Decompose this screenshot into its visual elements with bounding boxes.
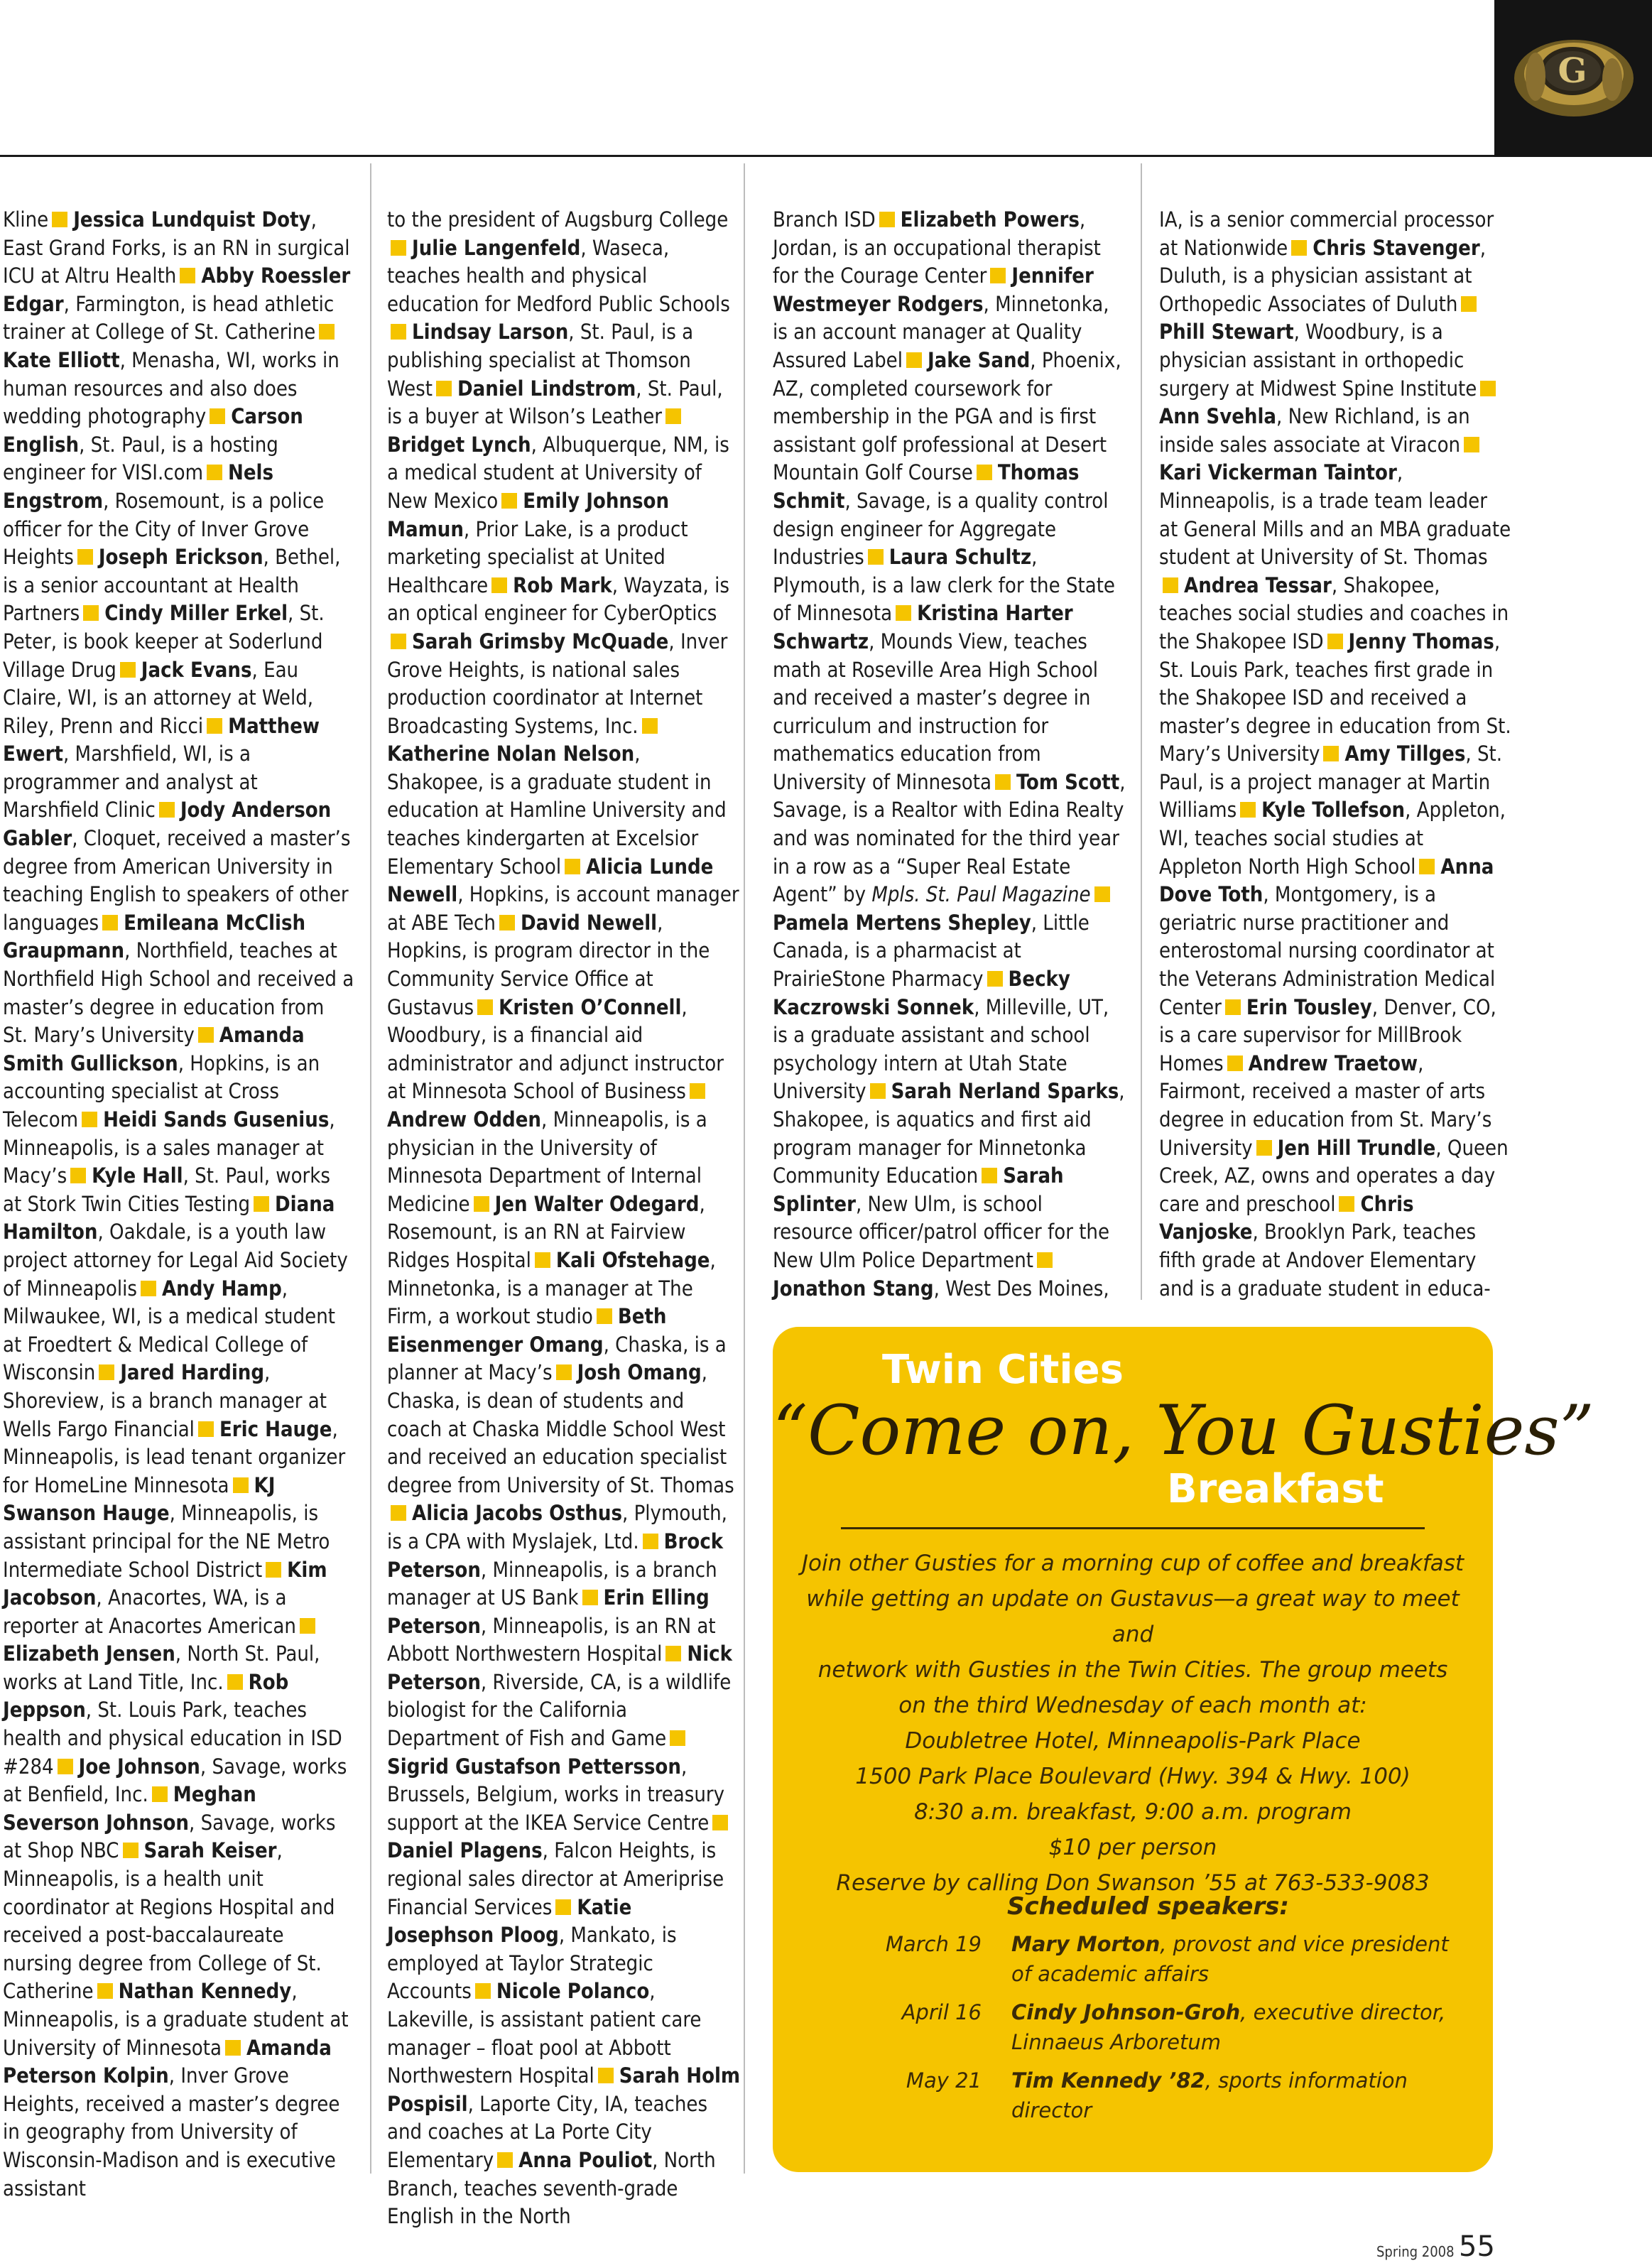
alumni-note-text: , Shakopee, is aquatics and first aid program manager for Minnetonka Community Education	[773, 1079, 1125, 1188]
yellow-square-bullet-icon	[1037, 1252, 1053, 1268]
alumni-name: Jennifer Westmeyer Rodgers	[773, 264, 1094, 316]
alumni-note-text: , Wayzata, is an optical engineer for CyberOptics	[387, 573, 729, 626]
alumni-note-text: , Woodbury, is a physician assistant in orthopedic surgery at Midwest Spine Institute	[1159, 320, 1477, 401]
yellow-square-bullet-icon	[210, 408, 225, 424]
alumni-name: Tom Scott	[1016, 769, 1120, 794]
column-divider	[370, 163, 371, 2174]
yellow-square-bullet-icon	[475, 1983, 491, 1999]
speaker-role-line2: of academic affairs	[1011, 1962, 1209, 1986]
yellow-square-bullet-icon	[555, 1899, 571, 1915]
alumni-note-text: , Chaska, is dean of students and coach at Chaska Middle School West and received an education specialist degree from University of St. Thomas	[387, 1360, 734, 1497]
alumni-name: Andy Hamp	[161, 1276, 282, 1301]
yellow-square-bullet-icon	[474, 1196, 489, 1212]
event-line: Doubletree Hotel, Minneapolis-Park Place	[905, 1728, 1361, 1754]
yellow-square-bullet-icon	[582, 1590, 598, 1605]
event-line: $10 per person	[1048, 1835, 1217, 1860]
event-title-script: “Come on, You Gusties”	[773, 1391, 1594, 1470]
alumni-note-text: , Prior Lake, is a product marketing specialist at United Healthcare	[387, 516, 688, 597]
alumni-note-text: , St. Paul, works at Stork Twin Cities Testing	[3, 1163, 330, 1216]
alumni-name: Cindy Miller Erkel	[104, 601, 288, 626]
speaker-role: , sports information director	[1011, 2068, 1408, 2122]
alumni-name: Brock Peterson	[387, 1529, 724, 1582]
alumni-note-text: , Minneapolis, is a graduate student at University of Minnesota	[3, 1979, 349, 2060]
alumni-note-text: , Denver, CO, is a care supervisor for MillBrook Homes	[1159, 994, 1496, 1075]
yellow-square-bullet-icon	[120, 662, 136, 678]
class-ring-icon	[1494, 0, 1652, 157]
yellow-square-bullet-icon	[436, 381, 452, 396]
alumni-name: Jake Sand	[927, 347, 1031, 372]
event-line: on the third Wednesday of each month at:	[898, 1693, 1367, 1718]
yellow-square-bullet-icon	[499, 915, 515, 930]
event-divider	[841, 1527, 1425, 1529]
event-line: 1500 Park Place Boulevard (Hwy. 394 & Hwy. 100)	[855, 1764, 1411, 1789]
event-line: Reserve by calling Don Swanson ’55 at 763-533-9083	[836, 1870, 1430, 1896]
yellow-square-bullet-icon	[906, 352, 922, 368]
alumni-note-text: IA, is a senior commercial processor at Nationwide	[1159, 207, 1494, 260]
alumni-note-text: , Shakopee, is a graduate student in education at Hamline University and teaches kindergarten at Excelsior Elementary School	[387, 742, 727, 879]
speaker-name: Mary Morton	[1011, 1932, 1161, 1956]
alumni-note-text: , Savage, is a quality control design engineer for Aggregate Industries	[773, 488, 1109, 570]
alumni-note-text: to the president of Augsburg College	[387, 207, 729, 232]
yellow-square-bullet-icon	[123, 1843, 138, 1858]
yellow-square-bullet-icon	[556, 1364, 572, 1380]
alumni-note-text: , Fairmont, received a master of arts degree in education from St. Mary’s University	[1159, 1051, 1492, 1160]
yellow-square-bullet-icon	[870, 1083, 886, 1099]
alumni-note-text: , Brussels, Belgium, works in treasury support at the IKEA Service Centre	[387, 1754, 725, 1835]
column-1	[3, 206, 354, 2203]
alumni-name: Kyle Hall	[92, 1163, 183, 1188]
yellow-square-bullet-icon	[690, 1083, 705, 1099]
yellow-square-bullet-icon	[254, 1196, 269, 1212]
alumni-name: Katie Josephson Ploog	[387, 1894, 632, 1948]
yellow-square-bullet-icon	[597, 1308, 612, 1324]
alumni-name: Alicia Lunde Newell	[387, 854, 714, 907]
yellow-square-bullet-icon	[977, 465, 992, 480]
alumni-note-text: , Northfield, teaches at Northfield High School and received a master’s degree in education from St. Mary’s University	[3, 938, 354, 1048]
alumni-note-text: , Riverside, CA, is a wildlife biologist for the California Department of Fish and Game	[387, 1669, 732, 1751]
alumni-name: Amanda Peterson Kolpin	[3, 2035, 332, 2088]
alumni-name: Jen Hill Trundle	[1277, 1135, 1436, 1160]
alumni-note-text: , Queen Creek, AZ, owns and operates a day care and preschool	[1159, 1135, 1509, 1216]
yellow-square-bullet-icon	[207, 465, 222, 480]
alumni-name: Anna Dove Toth	[1159, 854, 1494, 907]
alumni-name: Kristen O’Connell	[499, 994, 682, 1019]
issue-label: Spring 2008	[1376, 2243, 1455, 2260]
alumni-name: Andrew Traetow	[1248, 1051, 1418, 1075]
alumni-name: Amy Tillges	[1344, 742, 1466, 766]
alumni-name: Rob Jeppson	[3, 1669, 289, 1722]
alumni-name: Sigrid Gustafson Pettersson	[387, 1754, 681, 1779]
speaker-role: , provost and vice president	[1160, 1932, 1449, 1956]
column-divider	[744, 163, 745, 2174]
yellow-square-bullet-icon	[1256, 1140, 1272, 1156]
alumni-name: Andrea Tessar	[1184, 573, 1332, 597]
yellow-square-bullet-icon	[501, 493, 517, 509]
yellow-square-bullet-icon	[896, 605, 911, 621]
alumni-note-text: Branch ISD	[773, 207, 876, 232]
alumni-note-text: , Savage, works at Shop NBC	[3, 1810, 336, 1863]
alumni-note-text: , Appleton, WI, teaches social studies at Appleton North High School	[1159, 798, 1506, 879]
alumni-note-text: , St. Peter, is book keeper at Soderlund Village Drug	[3, 601, 325, 682]
publication-title: Mpls. St. Paul Magazine	[871, 882, 1091, 907]
alumni-note-text: , Bethel, is a senior accountant at Health Partners	[3, 545, 341, 626]
alumni-name: Kali Ofstehage	[555, 1247, 710, 1272]
alumni-note-text: , West Des Moines,	[933, 1276, 1109, 1301]
alumni-note-text: , Mankato, is employed at Taylor Strategic Accounts	[387, 1923, 677, 2004]
speaker-name: Tim Kennedy ’82	[1011, 2068, 1205, 2093]
alumni-name: Thomas Schmit	[773, 460, 1080, 513]
yellow-square-bullet-icon	[77, 549, 93, 565]
alumni-note-text: , St. Louis Park, teaches first grade in the Shakopee ISD and received a master’s degree in education from St. Mary’s University	[1159, 629, 1511, 766]
alumni-note-text: , Mounds View, teaches math at Roseville Area High School and received a master’s degree in curriculum and instruction for mathematics education from University of Minnesota	[773, 629, 1099, 794]
yellow-square-bullet-icon	[159, 802, 175, 818]
speaker-role: , executive director,	[1240, 2000, 1446, 2024]
yellow-square-bullet-icon	[995, 774, 1011, 790]
speaker-date: March 19	[885, 1932, 982, 1956]
header-rule	[0, 155, 1494, 157]
alumni-name: Elizabeth Powers	[900, 207, 1080, 232]
alumni-name: Kyle Tollefson	[1261, 798, 1406, 823]
yellow-square-bullet-icon	[535, 1252, 550, 1268]
alumni-note-text: , Laporte City, IA, teaches and coaches at La Porte City Elementary	[387, 2091, 708, 2172]
alumni-name: Nicole Polanco	[496, 1979, 650, 2004]
alumni-note-text: , Oakdale, is a youth law project attorney for Legal Aid Society of Minneapolis	[3, 1220, 348, 1301]
alumni-note-text: , St. Louis Park, teaches health and physical education in ISD #284	[3, 1698, 342, 1779]
alumni-name: Jack Evans	[141, 657, 252, 682]
alumni-name: Ann Svehla	[1159, 404, 1277, 429]
yellow-square-bullet-icon	[598, 2068, 614, 2083]
alumni-name: Kim Jacobson	[3, 1557, 327, 1610]
alumni-note-text: , Minneapolis, is assistant principal for the NE Metro Intermediate School District	[3, 1501, 330, 1582]
speaker-date: May 21	[906, 2068, 982, 2093]
alumni-name: Jessica Lundquist Doty	[73, 207, 311, 232]
event-line: 8:30 a.m. breakfast, 9:00 a.m. program	[914, 1799, 1352, 1825]
yellow-square-bullet-icon	[391, 324, 406, 340]
alumni-note-text: , Rosemount, is a police officer for the City of Inver Grove Heights	[3, 488, 325, 570]
alumni-note-text: , Hopkins, is program director in the Community Service Office at Gustavus	[387, 910, 710, 1019]
alumni-note-text: , Little Canada, is a pharmacist at PrairieStone Pharmacy	[773, 910, 1089, 992]
alumni-note-text: , Plymouth, is a CPA with Myslajek, Ltd.	[387, 1501, 727, 1553]
alumni-note-text: , St. Paul, is a project manager at Martin Williams	[1159, 742, 1503, 823]
yellow-square-bullet-icon	[227, 1674, 243, 1690]
alumni-name: Bridget Lynch	[387, 432, 531, 457]
alumni-name: Elizabeth Jensen	[3, 1642, 175, 1666]
alumni-name: Matthew Ewert	[3, 713, 320, 766]
yellow-square-bullet-icon	[198, 1421, 214, 1437]
alumni-name: Kate Elliott	[3, 347, 120, 372]
alumni-note-text: , Cloquet, received a master’s degree from American University in teaching English to speakers of other languages	[3, 826, 351, 935]
yellow-square-bullet-icon	[643, 1534, 658, 1549]
alumni-note-text: , Hopkins, is an accounting specialist at Cross Telecom	[3, 1051, 320, 1132]
yellow-square-bullet-icon	[1464, 437, 1479, 452]
ring-letter: G	[1558, 51, 1587, 91]
yellow-square-bullet-icon	[198, 1027, 214, 1043]
alumni-note-text: , Minneapolis, is a physician in the University of Minnesota Department of Internal Medicine	[387, 1107, 707, 1216]
alumni-name: Jen Walter Odegard	[494, 1191, 700, 1216]
alumni-name: Erin Elling Peterson	[387, 1585, 710, 1638]
alumni-note-text: , Phoenix, AZ, completed coursework for membership in the PGA and is first assistant golf professional at Desert Mountain Golf Course	[773, 347, 1121, 485]
alumni-name: KJ Swanson Hauge	[3, 1472, 276, 1526]
alumni-note-text: , Falcon Heights, is regional sales director at Ameriprise Financial Services	[387, 1838, 724, 1919]
alumni-note-text: , Shakopee, teaches social studies and coaches in the Shakopee ISD	[1159, 573, 1509, 653]
yellow-square-bullet-icon	[152, 1786, 168, 1802]
alumni-name: Laura Schultz	[889, 545, 1032, 570]
alumni-name: Anna Pouliot	[518, 2147, 653, 2172]
alumni-note-text: , Minneapolis, is an RN at Abbott Northwestern Hospital	[387, 1613, 716, 1666]
yellow-square-bullet-icon	[52, 212, 67, 227]
yellow-square-bullet-icon	[82, 1112, 97, 1127]
yellow-square-bullet-icon	[1240, 802, 1256, 818]
yellow-square-bullet-icon	[477, 999, 493, 1015]
alumni-note-text: , Minneapolis, is a health unit coordinator at Regions Hospital and received a post-baccalaureate nursing degree from College of St. Catherine	[3, 1838, 335, 2004]
alumni-note-text: , Woodbury, is a financial aid administrator and adjunct instructor at Minnesota School of Business	[387, 994, 724, 1104]
yellow-square-bullet-icon	[1323, 746, 1339, 761]
yellow-square-bullet-icon	[1163, 577, 1178, 593]
alumni-name: Chris Vanjoske	[1159, 1191, 1414, 1244]
yellow-square-bullet-icon	[712, 1815, 728, 1830]
alumni-note-text: , Duluth, is a physician assistant at Orthopedic Associates of Duluth	[1159, 235, 1487, 316]
alumni-note-text: , Minneapolis, is a trade team leader at General Mills and an MBA graduate student at University of St. Thomas	[1159, 460, 1511, 570]
alumni-note-text: , St. Paul, is a hosting engineer for VISI.com	[3, 432, 278, 485]
alumni-note-text: , Minnetonka, is an account manager at Quality Assured Label	[773, 291, 1109, 372]
alumni-note-text: , Anacortes, WA, is a reporter at Anacortes American	[3, 1585, 296, 1638]
yellow-square-bullet-icon	[319, 324, 335, 340]
event-title-top: Twin Cities	[882, 1347, 1124, 1393]
alumni-note-text: , Marshfield, WI, is a programmer and analyst at Marshfield Clinic	[3, 742, 258, 823]
yellow-square-bullet-icon	[1227, 1056, 1243, 1071]
alumni-note-text: , Minneapolis, is lead tenant organizer for HomeLine Minnesota	[3, 1416, 346, 1497]
alumni-note-text: , Jordan, is an occupational therapist for the Courage Center	[773, 207, 1101, 288]
alumni-name: Eric Hauge	[219, 1416, 332, 1441]
alumni-name: Alicia Jacobs Osthus	[412, 1501, 622, 1526]
yellow-square-bullet-icon	[1327, 634, 1343, 649]
alumni-name: Andrew Odden	[387, 1107, 542, 1132]
column-3	[773, 206, 1126, 1303]
alumni-name: Emily Johnson Mamun	[387, 488, 670, 541]
yellow-square-bullet-icon	[97, 1983, 113, 1999]
alumni-name: Amanda Smith Gullickson	[3, 1023, 305, 1075]
alumni-note-text: , Inver Grove Heights, is national sales production coordinator at Internet Broadcasting Systems, Inc.	[387, 629, 728, 738]
alumni-name: Sarah Splinter	[773, 1163, 1064, 1216]
speakers-heading: Scheduled speakers:	[1007, 1892, 1289, 1921]
event-line: while getting an update on Gustavus—a great way to meet and	[806, 1586, 1460, 1647]
alumni-note-text: , Lakeville, is assistant patient care manager – float pool at Abbott Northwestern Hospital	[387, 1979, 702, 2088]
alumni-name: Beth Eisenmenger Omang	[387, 1304, 667, 1357]
alumni-note-text: , St. Paul, is a publishing specialist at Thomson West	[387, 320, 694, 401]
event-line: network with Gusties in the Twin Cities. The group meets	[817, 1657, 1448, 1683]
alumni-note-text: , Rosemount, is an RN at Fairview Ridges Hospital	[387, 1191, 705, 1272]
alumni-note-text: , Minneapolis, is a branch manager at US Bank	[387, 1557, 717, 1610]
class-ring-image	[1494, 0, 1652, 157]
alumni-name: Jenny Thomas	[1348, 629, 1494, 653]
yellow-square-bullet-icon	[391, 240, 406, 256]
yellow-square-bullet-icon	[102, 915, 118, 930]
alumni-name: Sarah Grimsby McQuade	[412, 629, 669, 653]
alumni-note-text: , Savage, is a Realtor with Edina Realty and was nominated for the third year in a row as a “Super Real Estate Agent” by	[773, 769, 1126, 907]
alumni-note-text: , Hopkins, is account manager at ABE Tech	[387, 882, 739, 935]
yellow-square-bullet-icon	[665, 1646, 681, 1661]
alumni-name: Pamela Mertens Shepley	[773, 910, 1031, 935]
yellow-square-bullet-icon	[99, 1364, 114, 1380]
alumni-note-text: , Minnetonka, is a manager at The Firm, a workout studio	[387, 1247, 716, 1329]
yellow-square-bullet-icon	[642, 718, 658, 734]
alumni-name: Diana Hamilton	[3, 1191, 335, 1244]
yellow-square-bullet-icon	[233, 1477, 249, 1493]
yellow-square-bullet-icon	[1461, 296, 1477, 312]
alumni-note-text: , Menasha, WI, works in human resources and also does wedding photography	[3, 347, 339, 429]
alumni-note-text: , Albuquerque, NM, is a medical student at University of New Mexico	[387, 432, 729, 513]
alumni-name: Joseph Erickson	[98, 545, 263, 570]
yellow-square-bullet-icon	[868, 549, 884, 565]
speaker-date: April 16	[901, 2000, 982, 2024]
yellow-square-bullet-icon	[990, 268, 1006, 283]
alumni-name: Jared Harding	[120, 1360, 265, 1385]
yellow-square-bullet-icon	[665, 408, 681, 424]
yellow-square-bullet-icon	[83, 605, 99, 621]
alumni-name: Josh Omang	[577, 1360, 702, 1385]
speaker-name: Cindy Johnson-Groh	[1011, 2000, 1241, 2024]
yellow-square-bullet-icon	[225, 2040, 241, 2056]
alumni-name: Kari Vickerman Taintor	[1159, 460, 1397, 485]
alumni-note-text: , Savage, works at Benfield, Inc.	[3, 1754, 347, 1807]
alumni-name: Daniel Plagens	[387, 1838, 543, 1863]
alumni-note-text: , Milleville, UT, is a graduate assistant and school psychology intern at Utah State University	[773, 994, 1109, 1104]
alumni-name: Nathan Kennedy	[118, 1979, 292, 2004]
yellow-square-bullet-icon	[207, 718, 222, 734]
yellow-square-bullet-icon	[266, 1562, 281, 1578]
event-line: Join other Gusties for a morning cup of coffee and breakfast	[801, 1551, 1464, 1576]
alumni-note-text: , New Richland, is an inside sales associate at Viracon	[1159, 404, 1470, 457]
yellow-square-bullet-icon	[491, 577, 507, 593]
yellow-square-bullet-icon	[300, 1618, 315, 1634]
alumni-note-text: Kline	[3, 207, 49, 232]
speaker-role-line2: Linnaeus Arboretum	[1011, 2030, 1221, 2054]
alumni-name: Becky Kaczrowski Sonnek	[773, 967, 1070, 1019]
alumni-name: Erin Tousley	[1246, 994, 1372, 1019]
yellow-square-bullet-icon	[1094, 886, 1110, 902]
alumni-note-text: , Minneapolis, is a sales manager at Macy’s	[3, 1107, 335, 1188]
yellow-square-bullet-icon	[1339, 1196, 1354, 1212]
event-description	[794, 1546, 1472, 1901]
alumni-name: Julie Langenfeld	[412, 235, 581, 260]
alumni-name: Jonathon Stang	[773, 1276, 934, 1301]
alumni-note-text: , Milwaukee, WI, is a medical student at Froedtert & Medical College of Wisconsin	[3, 1276, 335, 1385]
alumni-name: Carson English	[3, 404, 303, 457]
alumni-name: Daniel Lindstrom	[457, 376, 636, 401]
alumni-name: Nick Peterson	[387, 1642, 732, 1694]
alumni-note-text: , Waseca, teaches health and physical education for Medford Public Schools	[387, 235, 730, 316]
yellow-square-bullet-icon	[982, 1168, 997, 1183]
yellow-square-bullet-icon	[70, 1168, 86, 1183]
alumni-name: Lindsay Larson	[412, 320, 569, 344]
alumni-note-text: , North St. Paul, works at Land Title, Inc.	[3, 1642, 320, 1694]
page-number: 55	[1459, 2230, 1495, 2263]
alumni-note-text: , Montgomery, is a geriatric nurse practitioner and enterostomal nursing coordinator at the Veterans Administration Medical Center	[1159, 882, 1496, 1019]
alumni-name: Joe Johnson	[78, 1754, 200, 1779]
event-title-bottom: Breakfast	[1167, 1466, 1384, 1512]
yellow-square-bullet-icon	[565, 859, 580, 874]
column-4	[1159, 206, 1511, 1303]
alumni-name: Jody Anderson Gabler	[3, 798, 332, 851]
alumni-name: Nels Engstrom	[3, 460, 274, 513]
yellow-square-bullet-icon	[879, 212, 895, 227]
alumni-note-text: , Chaska, is a planner at Macy’s	[387, 1332, 727, 1385]
yellow-square-bullet-icon	[1480, 381, 1496, 396]
yellow-square-bullet-icon	[391, 1505, 406, 1521]
yellow-square-bullet-icon	[1225, 999, 1241, 1015]
alumni-name: Sarah Nerland Sparks	[891, 1079, 1119, 1104]
yellow-square-bullet-icon	[141, 1281, 156, 1296]
alumni-name: Heidi Sands Gusenius	[103, 1107, 330, 1132]
alumni-note-text: , St. Paul, is a buyer at Wilson’s Leather	[387, 376, 723, 429]
alumni-note-text: , Shoreview, is a branch manager at Wells Fargo Financial	[3, 1360, 327, 1441]
yellow-square-bullet-icon	[1419, 859, 1435, 874]
breakfast-event-box	[773, 1327, 1594, 2172]
alumni-name: David Newell	[520, 910, 658, 935]
alumni-name: Sarah Holm Pospisil	[387, 2063, 741, 2116]
alumni-name: Emileana McClish Graupmann	[3, 910, 306, 963]
alumni-note-text: , North Branch, teaches seventh-grade English in the North	[387, 2147, 716, 2229]
alumni-name: Rob Mark	[513, 573, 612, 597]
yellow-square-bullet-icon	[497, 2152, 513, 2168]
alumni-note-text: , East Grand Forks, is an RN in surgical ICU at Altru Health	[3, 207, 350, 288]
alumni-name: Chris Stavenger	[1313, 235, 1480, 260]
alumni-name: Abby Roessler Edgar	[3, 264, 351, 316]
alumni-note-text: , Eau Claire, WI, is an attorney at Weld, Riley, Prenn and Ricci	[3, 657, 314, 738]
yellow-square-bullet-icon	[987, 971, 1003, 987]
alumni-name: Sarah Keiser	[143, 1838, 277, 1863]
alumni-note-text: , Farmington, is head athletic trainer at College of St. Catherine	[3, 291, 335, 344]
alumni-name: Phill Stewart	[1159, 320, 1294, 344]
alumni-note-text: , Brooklyn Park, teaches fifth grade at Andover Elementary and is a graduate student in educa-	[1159, 1220, 1491, 1301]
alumni-name: Meghan Severson Johnson	[3, 1782, 256, 1835]
yellow-square-bullet-icon	[670, 1730, 685, 1746]
alumni-note-text: , Inver Grove Heights, received a master’s degree in geography from University of Wisconsin-Madison and is executive assistant	[3, 2063, 340, 2201]
yellow-square-bullet-icon	[180, 268, 195, 283]
yellow-square-bullet-icon	[58, 1759, 73, 1774]
yellow-square-bullet-icon	[391, 634, 406, 649]
alumni-note-text: , New Ulm, is school resource officer/patrol officer for the New Ulm Police Department	[773, 1191, 1110, 1272]
alumni-note-text: , Plymouth, is a law clerk for the State of Minnesota	[773, 545, 1115, 626]
yellow-square-bullet-icon	[1291, 240, 1307, 256]
alumni-name: Kristina Harter Schwartz	[773, 601, 1073, 653]
column-divider	[1141, 163, 1142, 1300]
column-2	[387, 206, 741, 2231]
alumni-name: Katherine Nolan Nelson	[387, 742, 635, 766]
